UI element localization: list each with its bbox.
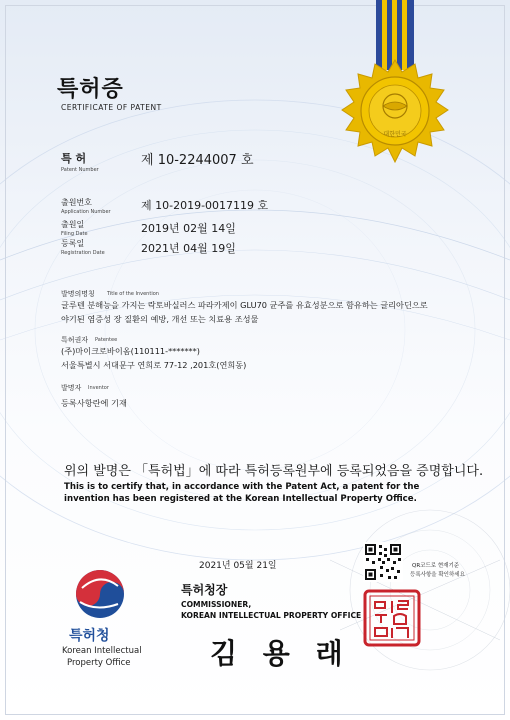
application-number-label-en: Application Number [61,209,111,215]
invention-title-line1: 글루텐 분해능을 가지는 락토바실러스 파라카제이 GLU70 균주를 유효성분으로 함유하는 글리아딘으로 [61,300,428,310]
office-name-ko: 특허청 [69,628,110,644]
signature: 김 용 래 [210,637,351,670]
inventor-label-en: Inventor [88,385,109,391]
invention-label: 발명의명칭 [61,290,95,298]
inventor-value: 등록사항란에 기재 [61,398,127,408]
inventor-label: 발명자 [61,384,82,392]
filing-date-label: 출원일 [61,220,85,229]
kipo-logo-icon [72,564,128,624]
certification-statement-en: This is to certify that, in accordance with the Patent Act, a patent for the invention has been registered at the Korean Intellectual Property Office. [64,482,420,504]
gold-medal-emblem [340,58,450,168]
patentee-name: (주)마이크로바이옴(110111-*******) [61,346,200,356]
application-number-value: 제 10-2019-0017119 호 [141,199,269,212]
qr-note-line1: QR코드로 현재기준 [412,563,460,569]
certification-statement-ko: 위의 발명은 「특허법」에 따라 특허등록원부에 등록되었음을 증명합니다. [64,464,484,479]
registration-date-value: 2021년 04월 19일 [141,242,236,255]
seal-text: 특허청장인 [375,616,409,624]
office-name-en-line2: Property Office [67,658,131,668]
signer-title: 특허청장 [181,583,228,597]
application-number-label: 출원번호 [61,198,92,207]
certificate-subtitle: CERTIFICATE OF PATENT [61,103,162,112]
invention-title-line2: 야기된 염증성 장 질환의 예방, 개선 또는 치료용 조성물 [61,314,259,324]
official-seal [362,588,422,648]
qr-note-line2: 등록사항을 확인하세요 [410,572,465,578]
filing-date-value: 2019년 02월 14일 [141,222,236,235]
patent-number-label: 특 허 [61,152,87,165]
patentee-label-en: Patentee [95,337,118,343]
patentee-address: 서울특별시 서대문구 연희로 77-12 ,201호(연희동) [61,360,247,370]
patent-number-value: 제 10-2244007 호 [141,153,254,168]
issue-date: 2021년 05월 21일 [199,561,277,571]
invention-label-en: Title of the Invention [107,291,159,297]
certificate-title: 특허증 [57,77,124,102]
qr-code[interactable] [363,542,403,582]
office-name-en-line1: Korean Intellectual [62,646,142,656]
registration-date-label: 등록일 [61,239,85,248]
filing-date-label-en: Filing Date [61,231,88,237]
patent-number-label-en: Patent Number [61,167,99,173]
signer-title-en-line1: COMMISSIONER, [181,600,252,609]
registration-date-label-en: Registration Date [61,250,105,256]
medal-text: 대한민국 [383,131,407,138]
patentee-label: 특허권자 [61,336,89,344]
signer-title-en-line2: KOREAN INTELLECTUAL PROPERTY OFFICE [181,611,362,620]
